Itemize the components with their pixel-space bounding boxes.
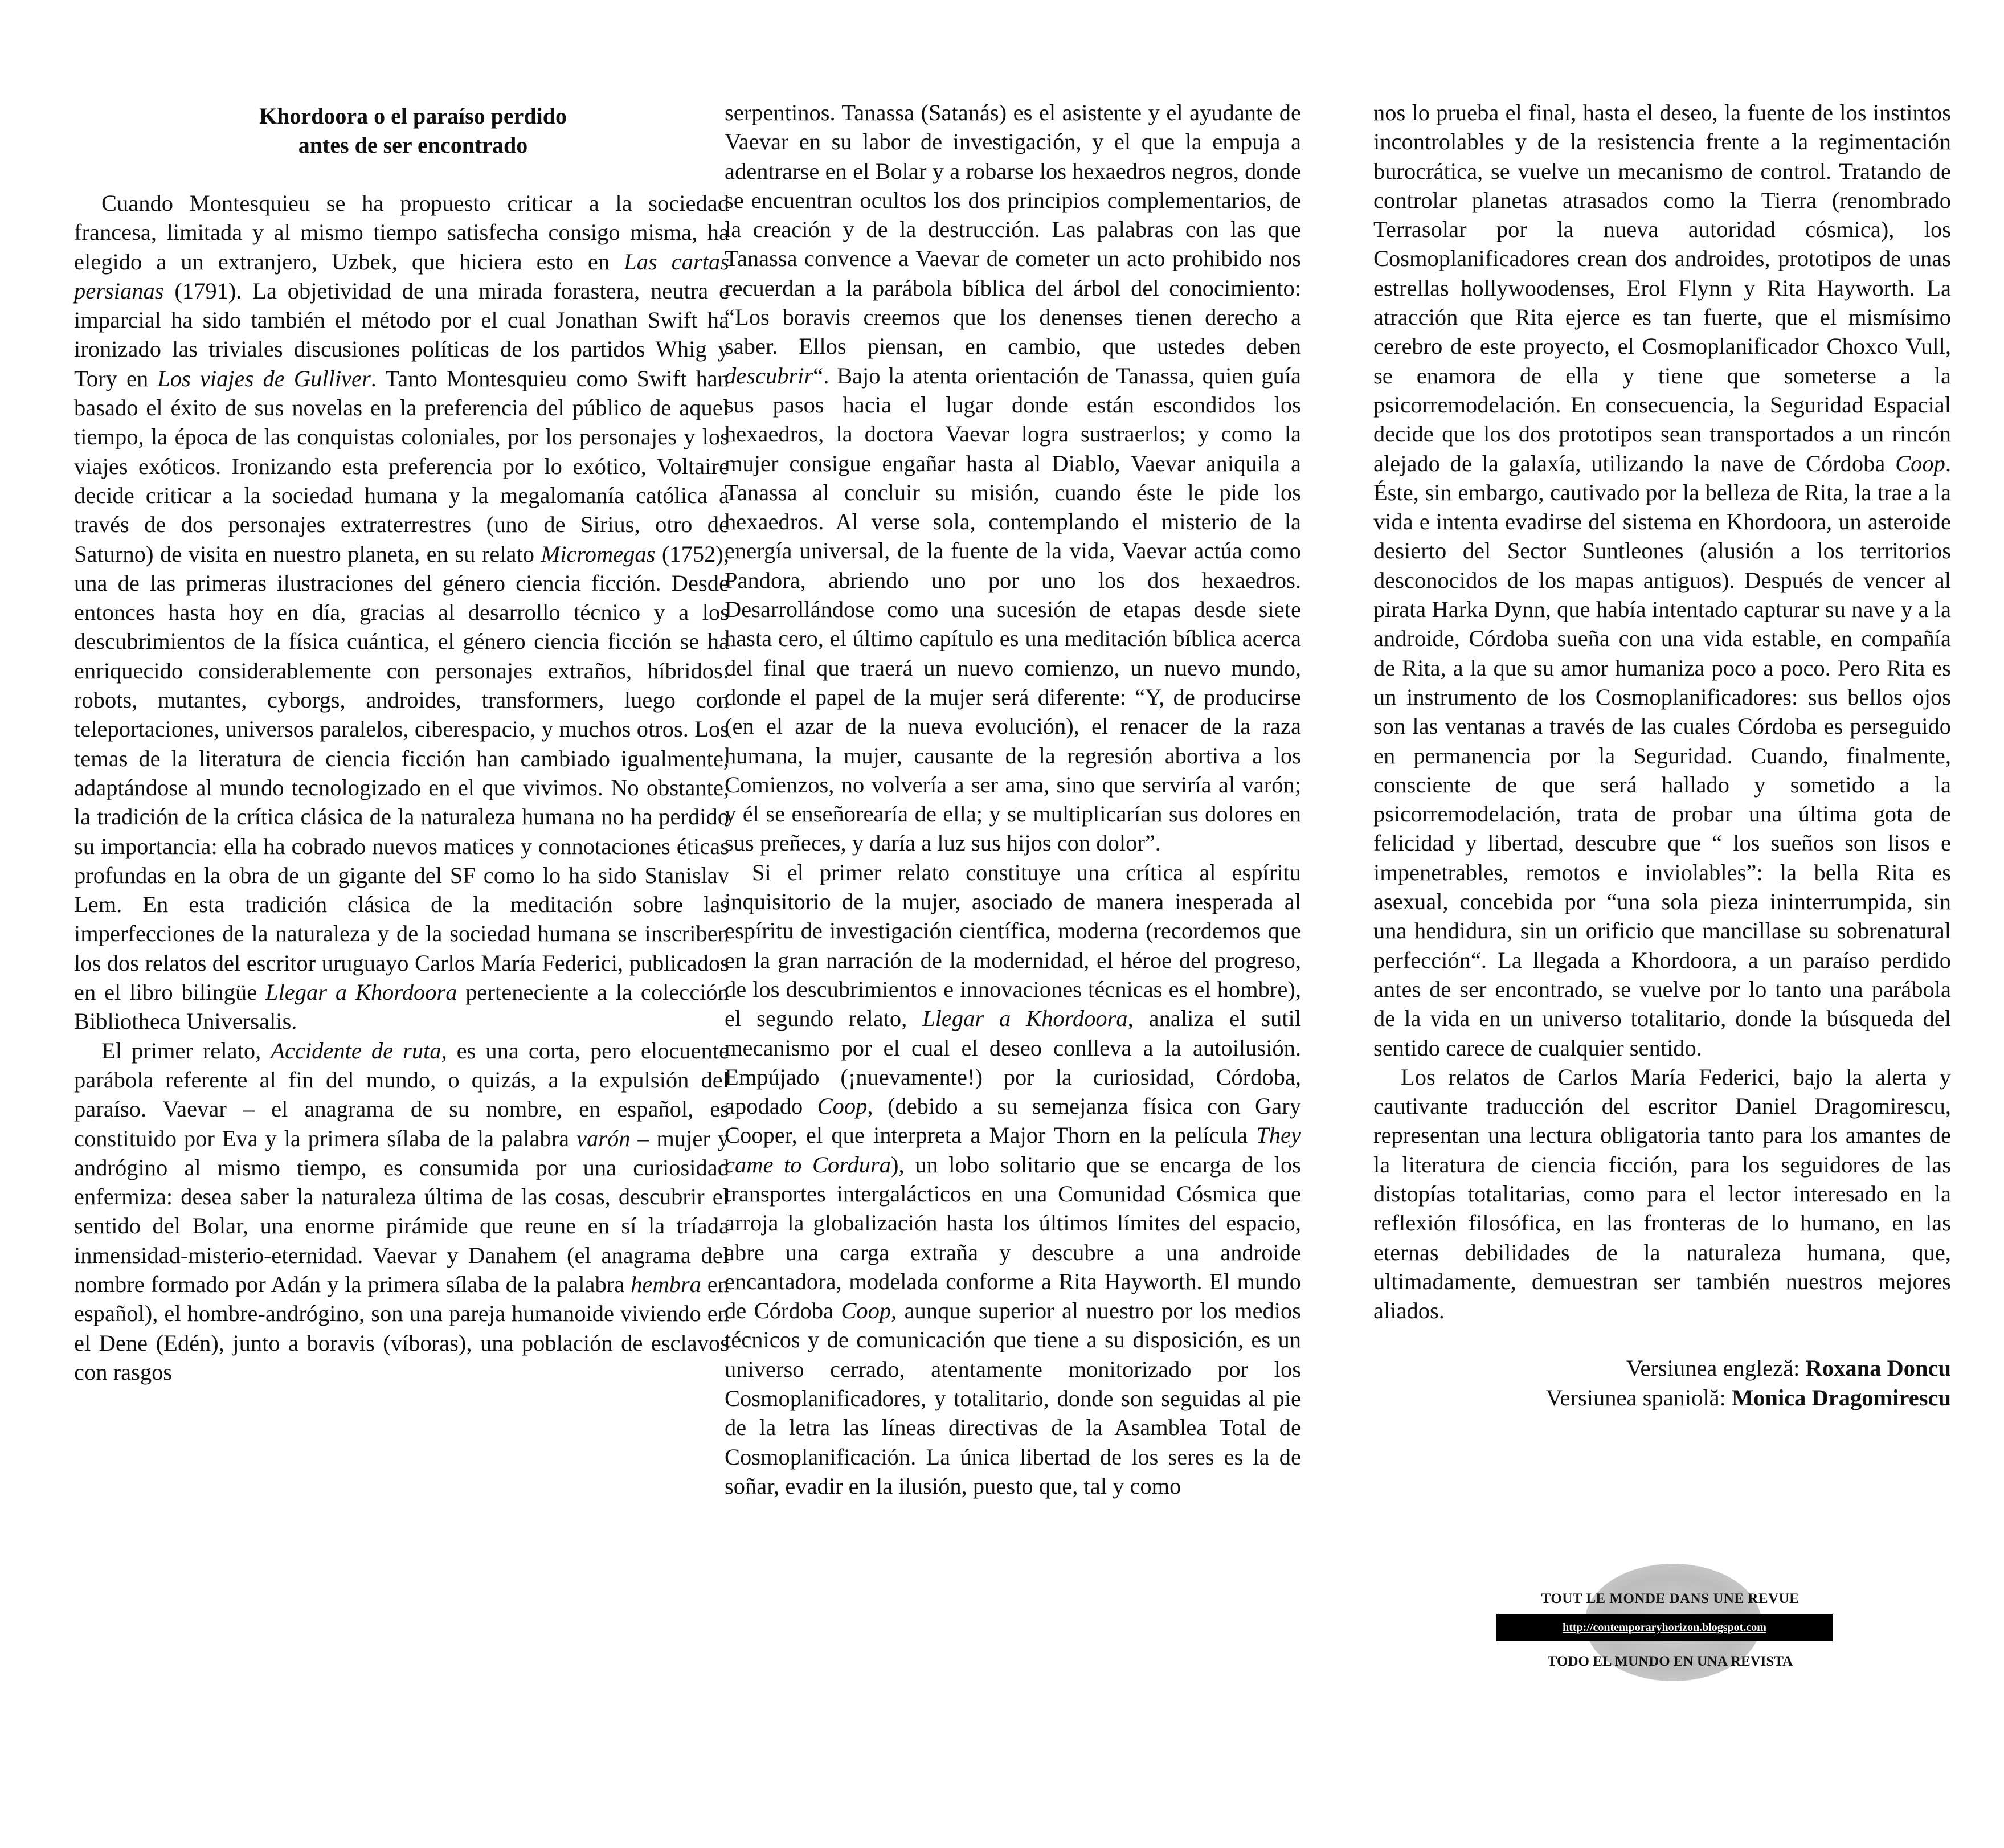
italic-title: Los viajes de Gulliver [157, 365, 371, 391]
italic-title: Llegar a Khordoora [922, 1005, 1128, 1032]
column-3 [1373, 98, 1951, 1413]
title-line-1: Khordoora o el paraíso perdido [259, 103, 567, 129]
paragraph: serpentinos. Tanassa (Satanás) es el asistente y el ayudante de Vaevar en su labor de investigación, y el que la empuja a adentrarse en el Bolar y a robarse los hexaedros negros, donde se encuentran ocultos los dos principios complementarios, de la creación y de la destrucción. Las palabras con las que Tanassa convence a Vaevar de cometer un acto prohibido nos recuerdan a la parábola bíblica del árbol del conocimiento: “Los boravis creemos que los denenses tienen derecho a saber. Ellos piensan, en cambio, que ustedes deben descubrir“. Bajo la atenta orientación de Tanassa, quien guía sus pasos hacia el lugar donde están escondidos los hexaedros, la doctora Vaevar logra sustraerlos; y como la mujer consigue engañar hasta al Diablo, Vaevar aniquila a Tanassa al concluir su misión, cuando éste le pide los hexaedros. Al verse sola, contemplando el misterio de la energía universal, de la fuente de la vida, Vaevar actúa como Pandora, abriendo uno por uno los dos hexaedros. Desarrollándose como una sucesión de etapas desde siete hasta cero, el último capítulo es una meditación bíblica acerca del final que traerá un nuevo comienzo, un nuevo mundo, donde el papel de la mujer será diferente: “Y, de producirse (en el azar de la nueva evolución), el renacer de la raza humana, la mujer, causante de la regresión abortiva a los Comienzos, no volvería a ser ama, sino que serviría al varón; y él se enseñorearía de ella; y se multiplicarían sus dolores en sus preñeces, y daría a luz sus hijos con dolor”. [725, 100, 1301, 856]
translation-credits [1373, 1354, 1951, 1413]
italic-title: They came to Cordura [725, 1122, 1301, 1178]
credit-spanish: Versiunea spaniolă: Monica Dragomirescu [1545, 1385, 1951, 1411]
article-title [74, 101, 729, 160]
italic-title: descubrir [725, 362, 813, 389]
italic-title: Coop [841, 1298, 891, 1324]
paragraph: Cuando Montesquieu se ha propuesto criticar a la sociedad francesa, limitada y al mismo tiempo satisfecha consigo misma, ha elegido a un extranjero, Uzbek, que hiciera esto en Las cartas persianas (1791). La objetividad de una mirada forastera, neutra e imparcial ha sido también el método por el cual Jonathan Swift ha ironizado las triviales discusiones políticas de los partidos Whig y Tory en Los viajes de Gulliver. Tanto Montesquieu como Swift han basado el éxito de sus novelas en la preferencia del público de aquel tiempo, la época de las conquistas coloniales, por los personajes y los viajes exóticos. Ironizando esta preferencia por lo exótico, Voltaire decide criticar a la sociedad humana y la megalomanía católica a través de dos personajes extraterrestres (uno de Sirius, otro de Saturno) de visita en nuestro planeta, en su relato Micromegas (1752), una de las primeras ilustraciones del género ciencia ficción. Desde entonces hasta hoy en día, gracias al desarrollo técnico y a los descubrimientos de la física cuántica, el género ciencia ficción se ha enriquecido considerablemente con personajes extraños, híbridos: robots, mutantes, cyborgs, androides, transformers, luego con teleportaciones, universos paralelos, ciberespacio, y muchos otros. Los temas de la literatura de ciencia ficción han cambiado igualmente, adaptándose al mundo tecnologizado en el que vivimos. No obstante, la tradición de la crítica clásica de la naturaleza humana no ha perdido su importancia: ella ha cobrado nuevos matices y connotaciones éticas profundas en la obra de un gigante del SF como lo ha sido Stanislav Lem. En esta tradición clásica de la meditación sobre las imperfecciones de la naturaleza y de la sociedad humana se inscriben los dos relatos del escritor uruguayo Carlos María Federici, publicados en el libro bilingüe Llegar a Khordoora perteneciente a la colección Bibliotheca Universalis. [74, 190, 729, 1035]
italic-title: Coop [1895, 450, 1945, 476]
italic-title: Micromegas [541, 541, 656, 567]
italic-title: Llegar a Khordoora [265, 979, 457, 1005]
banner-bottom-text: TODO EL MUNDO EN UNA REVISTA [1547, 1654, 1793, 1669]
credit-english: Versiunea engleză: Roxana Doncu [1626, 1355, 1951, 1381]
paragraph: Si el primer relato constituye una crítica al espíritu inquisitorio de la mujer, asociado de manera inesperada al espíritu de investigación científica, moderna (recordemos que en la gran narración de la modernidad, el héroe del progreso, de los descubrimientos e innovaciones técnicas es el hombre), el segundo relato, Llegar a Khordoora, analiza el sutil mecanismo por el cual el deseo conlleva a la autoilusión. Empújado (¡nuevamente!) por la curiosidad, Córdoba, apodado Coop, (debido a su semejanza física con Gary Cooper, el que interpreta a Major Thorn en la película They came to Cordura), un lobo solitario que se encarga de los transportes intergalácticos en una Comunidad Cósmica que arroja la globalización hasta los últimos límites del espacio, abre una carga extraña y descubre a una androide encantadora, modelada conforme a Rita Hayworth. El mundo de Córdoba Coop, aunque superior al nuestro por los medios técnicos y de comunicación que tiene a su disposición, es un universo cerrado, atentamente monitorizado por los Cosmoplanificadores, y totalitario, donde son seguidas al pie de la letra las líneas directivas de la Asamblea Total de Cosmoplanificación. La única libertad de los seres es la de soñar, evadir en la ilusión, puesto que, tal y como [725, 859, 1302, 1499]
column-1 [74, 96, 729, 1387]
italic-title: varón [576, 1125, 631, 1151]
banner-top-text: TOUT LE MONDE DANS UNE REVUE [1541, 1591, 1799, 1606]
title-line-2: antes de ser encontrado [298, 132, 528, 158]
italic-title: Coop [817, 1093, 868, 1119]
paragraph: nos lo prueba el final, hasta el deseo, la fuente de los instintos incontrolables y de la resistencia frente a la regimentación burocrática, se vuelve un mecanismo de control. Tratando de controlar planetas atrasados como la Tierra (renombrado Terrasolar por la nueva autoridad cósmica), los Cosmoplanificadores crean dos androides, prototipos de unas estrellas hollywoodenses, Erol Flynn y Rita Hayworth. La atracción que Rita ejerce es tan fuerte, que el mismísimo cerebro de este proyecto, el Cosmoplanificador Choxco Vull, se enamora de ella y tiene que someterse a la psicorremodelación. En consecuencia, la Seguridad Espacial decide que los dos prototipos sean transportados a un rincón alejado de la galaxía, utilizando la nave de Córdoba Coop. Éste, sin embargo, cautivado por la belleza de Rita, la trae a la vida e intenta evadirse del sistema en Khordoora, un asteroide desierto del Sector Suntleones (alusión a los territorios desconocidos de los mapas antiguos). Después de vencer al pirata Harka Dynn, que había intentado capturar su nave y a la androide, Córdoba sueña con una vida estable, en compañía de Rita, a la que su amor humaniza poco a poco. Pero Rita es un instrumento de los Cosmoplanificadores: sus bellos ojos son las ventanas a través de las cuales Córdoba es perseguido en permanencia por la Seguridad. Cuando, finalmente, consciente de que será hallado y sometido a la psicorremodelación, trata de probar una última gota de felicidad y libertad, descubre que “ los sueños son lisos e impenetrables, remotos e inviolables”: la bella Rita es asexual, concebida por “una sola pieza ininterrumpida, sin una hendidura, sin un orificio que mancillase su sobrenatural perfección“. La llegada a Khordoora, a un paraíso perdido antes de ser encontrado, se vuelve por lo tanto una parábola de la vida en un universo totalitario, donde la búsqueda del sentido carece de cualquier sentido. [1373, 100, 1951, 1061]
paragraph: El primer relato, Accidente de ruta, es una corta, pero elocuente parábola referente al fin del mundo, o quizás, a la expulsión del paraíso. Vaevar – el anagrama de su nombre, en español, es constituido por Eva y la primera sílaba de la palabra varón – mujer y andrógino al mismo tiempo, es consumida por una curiosidad enfermiza: desea saber la naturaleza última de las cosas, descubrir el sentido del Bolar, una enorme pirámide que reune en sí la tríada inmensidad-misterio-eternidad. Vaevar y Danahem (el anagrama del nombre formado por Adán y la primera sílaba de la palabra hembra en español), el hombre-andrógino, son una pareja humanoide viviendo en el Dene (Edén), junto a boravis (víboras), una población de esclavos con rasgos [74, 1037, 730, 1385]
paragraph: Los relatos de Carlos María Federici, bajo la alerta y cautivante traducción del escritor Daniel Dragomirescu, representan una lectura obligatoria tanto para los amantes de la literatura de ciencia ficción, para los seguidores de las distopías totalitarias, como para el lector interesado en la reflexión filosófica, en las fronteras de lo humano, en las eternas debilidades de la naturaleza humana, que, ultimadamente, demuestran ser también nuestros mejores aliados. [1373, 1064, 1951, 1324]
italic-title: Accidente de ruta [271, 1037, 441, 1064]
column-2 [725, 98, 1301, 1501]
italic-title: hembra [631, 1271, 701, 1297]
banner-url-link[interactable]: http://contemporaryhorizon.blogspot.com [1496, 1614, 1833, 1641]
italic-title: Las cartas persianas [74, 248, 729, 304]
magazine-banner [1485, 1564, 1855, 1683]
